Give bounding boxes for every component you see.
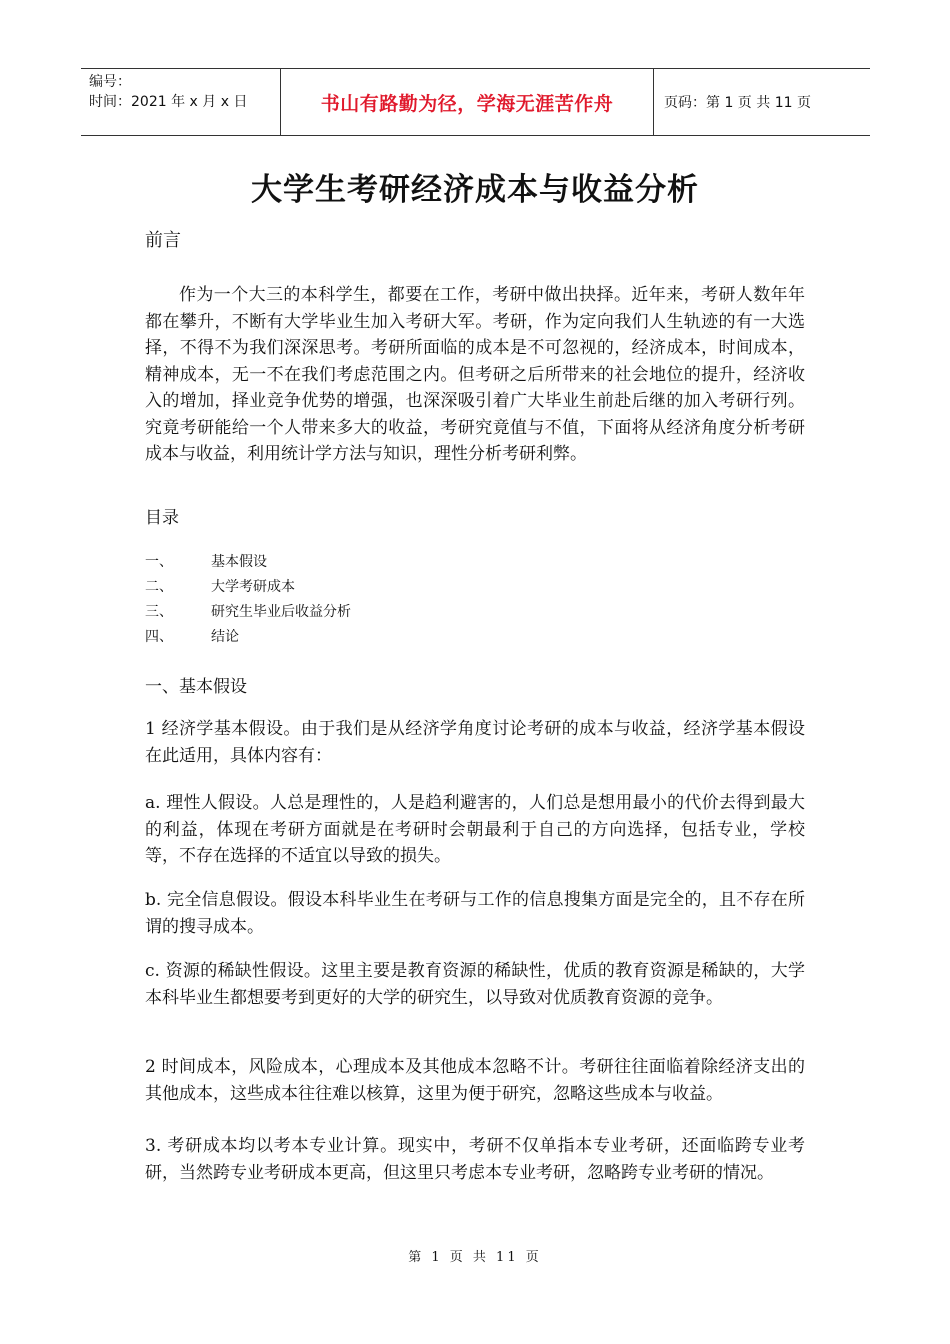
toc-item-number: 二、 (145, 579, 173, 595)
header-motto: 书山有路勤为径，学海无涯苦作舟 (281, 69, 654, 135)
toc-item (145, 625, 351, 650)
body-paragraph: b. 完全信息假设。假设本科毕业生在考研与工作的信息搜集方面是完全的，且不存在所谓的搜寻成本。 (145, 890, 805, 937)
header-number-label: 编号： (89, 74, 131, 90)
body-paragraph: a. 理性人假设。人总是理性的，人是趋利避害的，人们总是想用最小的代价去得到最大的利益，体现在考研方面就是在考研时会朝最利于自己的方向选择，包括专业，学校等，不存在选择的不适宜以导致的损失。 (145, 793, 805, 866)
preface-paragraph: 作为一个大三的本科学生，都要在工作，考研中做出抉择。近年来，考研人数年年都在攀升，不断有大学毕业生加入考研大军。考研，作为定向我们人生轨迹的有一大选择，不得不为我们深深思考。考研所面临的成本是不可忽视的，经济成本，时间成本，精神成本，无一不在我们考虑范围之内。但考研之后所带来的社会地位的提升，经济收入的增加，择业竞争优势的增强，也深深吸引着广大毕业生前赴后继的加入考研行列。究竟考研能给一个人带来多大的收益，考研究竟值与不值，下面将从经济角度分析考研成本与收益，利用统计学方法与知识，理性分析考研利弊。 (145, 285, 805, 464)
toc-item (145, 600, 351, 625)
toc-item-label: 大学考研成本 (211, 579, 295, 595)
toc-item-number: 四、 (145, 629, 173, 645)
body-paragraph: 2 时间成本，风险成本，心理成本及其他成本忽略不计。考研往往面临着除经济支出的其他成本，这些成本往往难以核算，这里为便于研究，忽略这些成本与收益。 (145, 1057, 805, 1104)
table-of-contents (145, 550, 351, 650)
toc-item-label: 研究生毕业后收益分析 (211, 604, 351, 620)
header-time-label: 时间：2021 年 x 月 x 日 (89, 94, 248, 110)
document-title: 大学生考研经济成本与收益分析 (251, 172, 699, 208)
toc-item-label: 结论 (211, 629, 239, 645)
toc-heading: 目录 (145, 508, 179, 528)
toc-item (145, 550, 351, 575)
toc-item-label: 基本假设 (211, 554, 267, 570)
page-footer: 第 1 页 共 11 页 (408, 1250, 542, 1265)
header-meta (81, 69, 281, 135)
toc-item-number: 一、 (145, 554, 173, 570)
preface-heading: 前言 (145, 230, 181, 251)
body-paragraph: 1 经济学基本假设。由于我们是从经济学角度讨论考研的成本与收益，经济学基本假设在此适用，具体内容有： (145, 719, 805, 766)
body-paragraph: c. 资源的稀缺性假设。这里主要是教育资源的稀缺性，优质的教育资源是稀缺的，大学本科毕业生都想要考到更好的大学的研究生，以导致对优质教育资源的竞争。 (145, 961, 805, 1008)
section-heading: 一、基本假设 (145, 677, 247, 697)
header-page-info: 页码：第 1 页 共 11 页 (664, 95, 811, 111)
body-paragraph: 3. 考研成本均以考本专业计算。现实中，考研不仅单指本专业考研，还面临跨专业考研，当然跨专业考研成本更高，但这里只考虑本专业考研，忽略跨专业考研的情况。 (145, 1136, 805, 1183)
toc-item (145, 575, 351, 600)
page-header (81, 68, 870, 136)
toc-item-number: 三、 (145, 604, 173, 620)
